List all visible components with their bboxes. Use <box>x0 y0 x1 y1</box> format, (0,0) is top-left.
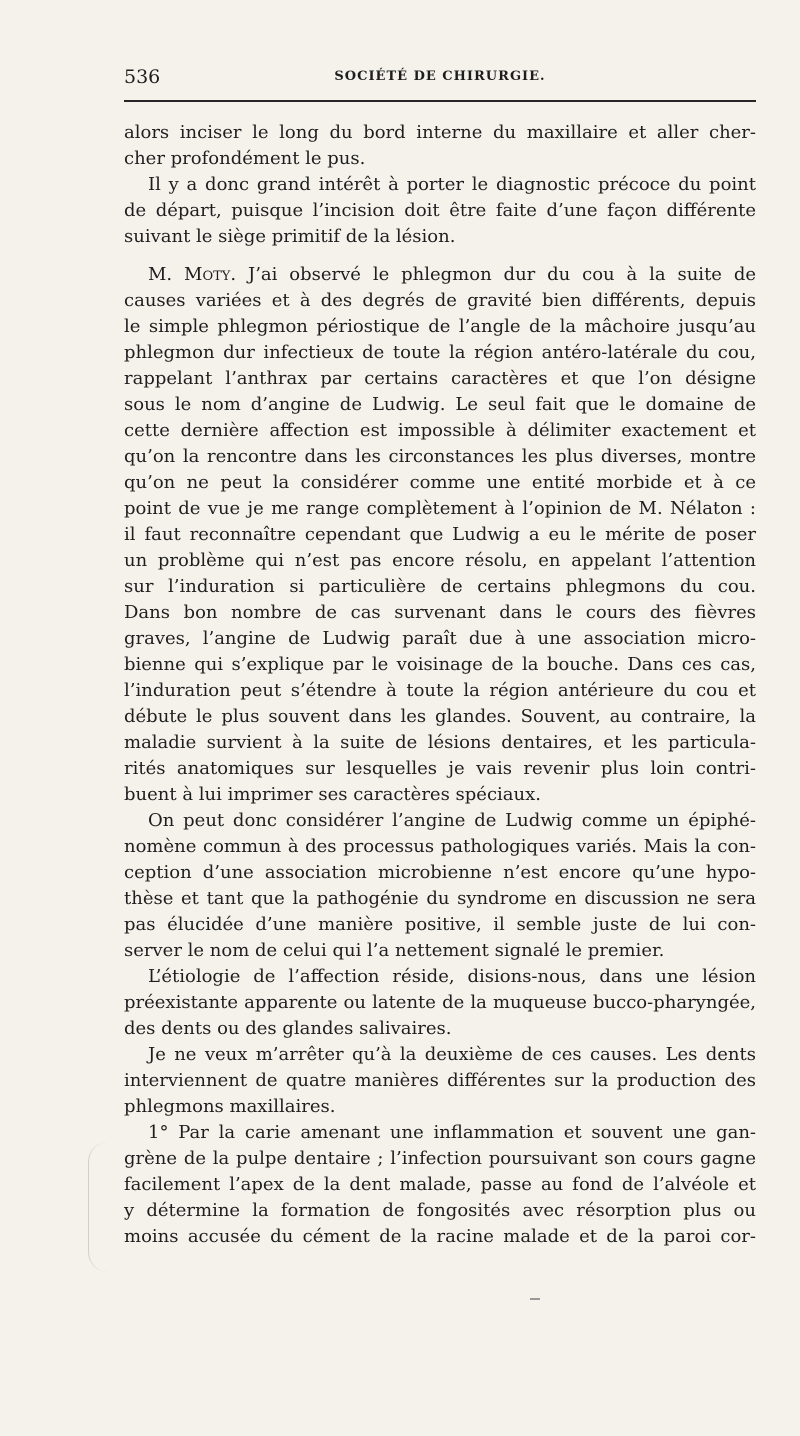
text-line-content: J’ai observé le phlegmon dur du cou à la suite de <box>247 264 757 285</box>
text-line: l’induration peut s’étendre à toute la région antérieure du cou et <box>124 680 756 701</box>
paragraph-7 <box>124 1120 756 1250</box>
header-rule <box>124 100 756 102</box>
text-line: qu’on ne peut la considérer comme une entité morbide et à ce <box>124 472 756 493</box>
paragraph-5 <box>124 964 756 1042</box>
text-line: interviennent de quatre manières différentes sur la production des <box>124 1070 756 1091</box>
text-line: préexistante apparente ou latente de la muqueuse bucco-pharyngée, <box>124 992 756 1013</box>
paragraph-1 <box>124 120 756 172</box>
text-line: il faut reconnaître cependant que Ludwig a eu le mérite de poser <box>124 524 756 545</box>
paragraph-6 <box>124 1042 756 1120</box>
text-line: moins accusée du cément de la racine malade et de la paroi cor- <box>124 1226 756 1247</box>
text-line: alors inciser le long du bord interne du maxillaire et aller cher- <box>124 122 756 143</box>
text-line: qu’on la rencontre dans les circonstances les plus diverses, montre <box>124 446 756 467</box>
text-line: cher profondément le pus. <box>124 148 366 169</box>
text-line: phlegmons maxillaires. <box>124 1096 336 1117</box>
text-line: nomène commun à des processus pathologiques variés. Mais la con- <box>124 836 756 857</box>
page-header <box>124 66 756 94</box>
text-line: facilement l’apex de la dent malade, passe au fond de l’alvéole et <box>124 1174 756 1195</box>
body-text <box>124 120 756 1250</box>
paragraph-4 <box>124 808 756 964</box>
text-line: causes variées et à des degrés de gravité bien différents, depuis <box>124 290 756 311</box>
text-line: server le nom de celui qui l’a nettement signalé le premier. <box>124 940 665 961</box>
running-title: SOCIÉTÉ DE CHIRURGIE. <box>334 69 546 84</box>
text-line: un problème qui n’est pas encore résolu, en appelant l’attention <box>124 550 756 571</box>
text-line: On peut donc considérer l’angine de Ludwig comme un épiphé- <box>148 810 756 831</box>
text-line: Dans bon nombre de cas survenant dans le cours des fièvres <box>124 602 756 623</box>
text-line: pas élucidée d’une manière positive, il semble juste de lui con- <box>124 914 756 935</box>
text-line: sous le nom d’angine de Ludwig. Le seul fait que le domaine de <box>124 394 756 415</box>
text-line: de départ, puisque l’incision doit être faite d’une façon différente <box>124 200 756 221</box>
text-line: rités anatomiques sur lesquelles je vais revenir plus loin contri- <box>124 758 756 779</box>
ink-speck <box>530 1298 540 1300</box>
text-line: buent à lui imprimer ses caractères spéciaux. <box>124 784 541 805</box>
text-line: rappelant l’anthrax par certains caractères et que l’on désigne <box>124 368 756 389</box>
margin-pencil-mark <box>88 1142 119 1272</box>
text-line: 1° Par la carie amenant une inflammation et souvent une gan- <box>148 1122 756 1143</box>
text-line: y détermine la formation de fongosités avec résorption plus ou <box>124 1200 756 1221</box>
paragraph-3 <box>124 262 756 808</box>
page-number: 536 <box>124 66 161 88</box>
speaker-prefix: M. <box>148 264 185 285</box>
text-line <box>124 262 756 288</box>
text-line: grène de la pulpe dentaire ; l’infection poursuivant son cours gagne <box>124 1148 756 1169</box>
speaker-name: Moty <box>184 264 231 285</box>
text-line: bienne qui s’explique par le voisinage de la bouche. Dans ces cas, <box>124 654 756 675</box>
text-line: point de vue je me range complètement à l’opinion de M. Nélaton : <box>124 498 756 519</box>
text-line: phlegmon dur infectieux de toute la région antéro-latérale du cou, <box>124 342 756 363</box>
text-line: Je ne veux m’arrêter qu’à la deuxième de ces causes. Les dents <box>148 1044 756 1065</box>
text-line: maladie survient à la suite de lésions dentaires, et les particula- <box>124 732 756 753</box>
text-line: le simple phlegmon périostique de l’angle de la mâchoire jusqu’au <box>124 316 756 337</box>
text-line: suivant le siège primitif de la lésion. <box>124 226 456 247</box>
text-line: des dents ou des glandes salivaires. <box>124 1018 452 1039</box>
text-line: cette dernière affection est impossible à délimiter exactement et <box>124 420 756 441</box>
text-line: débute le plus souvent dans les glandes. Souvent, au contraire, la <box>124 706 756 727</box>
text-line: ception d’une association microbienne n’est encore qu’une hypo- <box>124 862 756 883</box>
text-line: L’étiologie de l’affection réside, disions-nous, dans une lésion <box>148 966 756 987</box>
paragraph-spacer <box>124 250 756 262</box>
text-line: graves, l’angine de Ludwig paraît due à une association micro- <box>124 628 756 649</box>
text-line: thèse et tant que la pathogénie du syndrome en discussion ne sera <box>124 888 756 909</box>
paragraph-2 <box>124 172 756 250</box>
text-line: sur l’induration si particulière de certains phlegmons du cou. <box>124 576 756 597</box>
speaker-suffix: . <box>230 264 248 285</box>
text-line: Il y a donc grand intérêt à porter le diagnostic précoce du point <box>148 174 756 195</box>
